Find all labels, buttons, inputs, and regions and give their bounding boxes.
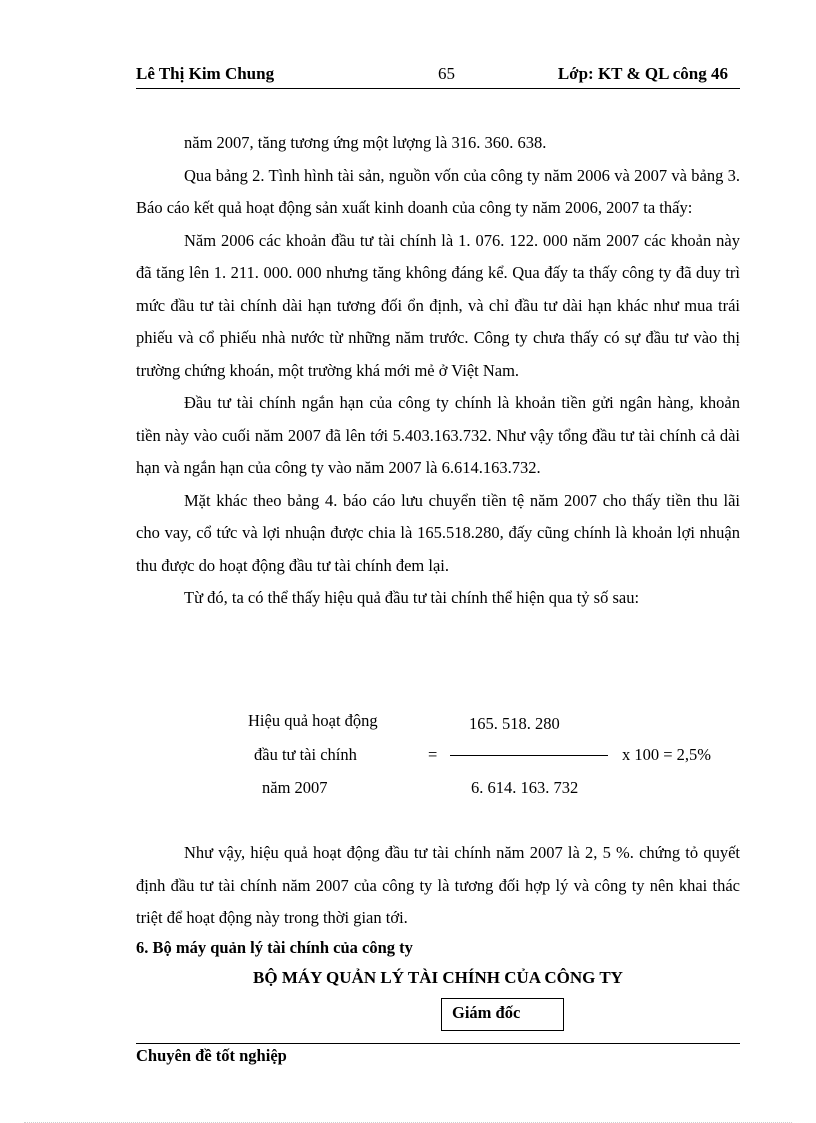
formula-result: x 100 = 2,5% — [622, 745, 712, 764]
org-box-director: Giám đốc — [441, 998, 564, 1031]
formula-label-line1: Hiệu quả hoạt động — [248, 711, 378, 730]
formula-denominator: 6. 614. 163. 732 — [471, 778, 579, 797]
header-class-info: Lớp: KT & QL công 46 — [557, 64, 728, 83]
footer-divider — [136, 1043, 740, 1044]
page-header — [136, 64, 740, 89]
paragraph: Mặt khác theo bảng 4. báo cáo lưu chuyển tiền tệ năm 2007 cho thấy tiền thu lãi cho vay, cổ tức và lợi nhuận được chia là 165.518.280, đấy cũng chính là khoản lợi nhuận thu được do hoạt động đầu tư tài chính đem lại. — [136, 490, 740, 575]
formula-label-line3: năm 2007 — [262, 778, 328, 797]
paragraph: năm 2007, tăng tương ứng một lượng là 316. 360. 638. — [184, 133, 547, 152]
paragraph: Từ đó, ta có thể thấy hiệu quả đầu tư tài chính thể hiện qua tỷ số sau: — [184, 588, 640, 607]
org-chart-title: BỘ MÁY QUẢN LÝ TÀI CHÍNH CỦA CÔNG TY — [253, 968, 623, 987]
paragraph: Qua bảng 2. Tình hình tài sản, nguồn vốn của công ty năm 2006 và 2007 và bảng 3. Báo cáo kết quả hoạt động sản xuất kinh doanh của công ty năm 2006, 2007 ta thấy: — [136, 165, 740, 217]
fraction-bar — [450, 755, 608, 756]
formula-label-line2: đầu tư tài chính — [254, 745, 357, 764]
paragraph: Đầu tư tài chính ngắn hạn của công ty chính là khoản tiền gửi ngân hàng, khoản tiền này vào cuối năm 2007 đã lên tới 5.403.163.732. Như vậy tổng đầu tư tài chính cả dài hạn và ngắn hạn của công ty vào năm 2007 là 6.614.163.732. — [136, 393, 740, 477]
body-text — [136, 127, 740, 615]
conclusion-block — [136, 837, 740, 935]
header-author: Lê Thị Kim Chung — [136, 64, 275, 83]
header-page-number: 65 — [438, 64, 455, 83]
formula-numerator: 165. 518. 280 — [469, 714, 560, 733]
footer-text: Chuyên đề tốt nghiệp — [136, 1046, 287, 1065]
efficiency-formula — [136, 711, 740, 807]
formula-equals: = — [428, 745, 438, 764]
conclusion-paragraph: Như vậy, hiệu quả hoạt động đầu tư tài chính năm 2007 là 2, 5 %. chứng tỏ quyết định đầu tư tài chính năm 2007 của công ty là tương đối hợp lý và công ty nên khai thác triệt để hoạt động này trong thời gian tới. — [136, 843, 740, 927]
section-heading: 6. Bộ máy quản lý tài chính của công ty — [136, 938, 413, 957]
paragraph: Năm 2006 các khoản đầu tư tài chính là 1. 076. 122. 000 năm 2007 các khoản này đã tăng lên 1. 211. 000. 000 nhưng tăng không đáng kể. Qua đấy ta thấy công ty đã duy trì mức đầu tư tài chính dài hạn tương đối ổn định, và chỉ đầu tư dài hạn khác như mua trái phiếu và cổ phiếu nhà nước từ những năm trước. Công ty chưa thấy có sự đầu tư vào thị trường chứng khoán, một trường khá mới mẻ ở Việt Nam. — [136, 230, 740, 380]
